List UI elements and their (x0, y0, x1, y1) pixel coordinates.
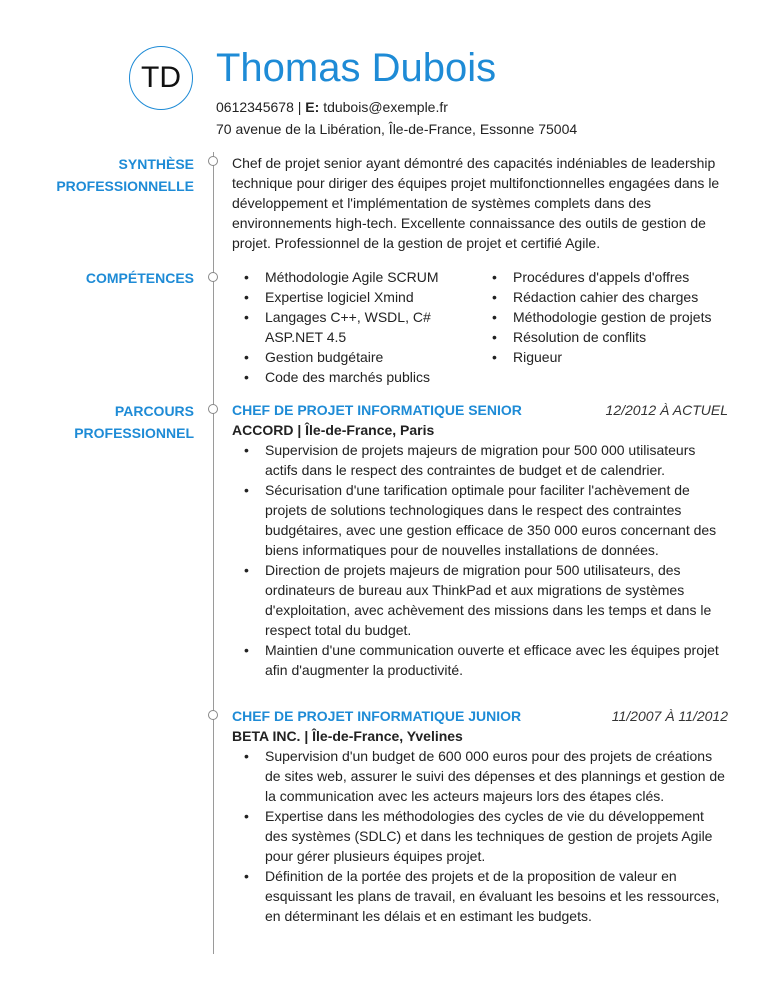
job-bullet: • Sécurisation d'une tarification optimale pour faciliter l'achèvement de projets de solutions technologiques dans le respect des contraintes budgétaires, avec une gestion efficace de 350 000 euros concernant des biens informatiques pour de nouvelles installations de données. (232, 480, 728, 560)
skills-column-right (480, 267, 728, 387)
skill-item: • Rédaction cahier des charges (480, 287, 728, 307)
summary-title-line1: SYNTHÈSE (118, 156, 194, 172)
skill-item: • Méthodologie gestion de projets (480, 307, 728, 327)
timeline-node-job1 (208, 404, 218, 414)
skill-item: • Méthodologie Agile SCRUM (232, 267, 480, 287)
timeline-node-summary (208, 156, 218, 166)
address: 70 avenue de la Libération, Île-de-France, Essonne 75004 (216, 121, 578, 137)
monogram-circle (129, 46, 193, 110)
email-label: E: (305, 99, 320, 115)
skills-section-title: COMPÉTENCES (85, 270, 194, 286)
summary-text: Chef de projet senior ayant démontré des capacités indéniables de leadership technique pour diriger des équipes projet multifonctionnelles engagées dans le développement et l'implémentation de systèmes complets dans des environnements high-tech. Excellente connaissance des outils de gestion de projet. Professionnel de la gestion de projet et certifié Agile. (232, 155, 720, 251)
job-entry (232, 706, 728, 926)
timeline-node-skills (208, 272, 218, 282)
skill-item: • Langages C++, WSDL, C# ASP.NET 4.5 (232, 307, 440, 347)
job-bullets (232, 440, 728, 680)
experience-title-line2: PROFESSIONNEL (74, 425, 194, 441)
skills-list (232, 267, 728, 387)
skill-item: • Code des marchés publics (232, 367, 480, 387)
job-title: CHEF DE PROJET INFORMATIQUE JUNIOR (232, 708, 522, 724)
summary-title-line2: PROFESSIONNELLE (56, 178, 194, 194)
job-dates: 12/2012 À ACTUEL (605, 402, 728, 418)
job-bullet: • Supervision de projets majeurs de migration pour 500 000 utilisateurs actifs dans le respect des contraintes de budget et de calendrier. (232, 440, 728, 480)
job-bullet: • Supervision d'un budget de 600 000 euros pour des projets de créations de sites web, assurer le suivi des dépenses et des plannings et gestion de la communication avec les acteurs majeurs lors des étapes clés. (232, 746, 728, 806)
job-bullet: • Direction de projets majeurs de migration pour 500 utilisateurs, des ordinateurs de bureau aux ThinkPad et aux migrations de systèmes d'exploitation, avec achèvement des missions dans les temps et dans le respect total du budget. (232, 560, 728, 640)
timeline-node-job2 (208, 710, 218, 720)
skill-item: • Résolution de conflits (480, 327, 728, 347)
contact-block (216, 96, 577, 140)
contact-line: 0612345678 | E: tdubois@exemple.fr (216, 99, 448, 115)
phone: 0612345678 (216, 99, 294, 115)
experience-section-title (74, 400, 194, 444)
skills-column-left (232, 267, 480, 387)
job-header (232, 706, 728, 726)
email: tdubois@exemple.fr (323, 99, 448, 115)
job-bullet: • Expertise dans les méthodologies des cycles de vie du développement des systèmes (SDLC) et dans les techniques de gestion de projets Agile pour gérer plusieurs équipes projet. (232, 806, 728, 866)
skill-item: • Rigueur (480, 347, 728, 367)
candidate-name: Thomas Dubois (216, 46, 497, 90)
job-header (232, 400, 728, 420)
job-title: CHEF DE PROJET INFORMATIQUE SENIOR (232, 402, 522, 418)
job-bullet: • Définition de la portée des projets et de la proposition de valeur en esquissant les plans de travail, en évaluant les besoins et les ressources, en déterminant les délais et en estimant les budgets. (232, 866, 728, 926)
job-entry (232, 400, 728, 680)
experience-title-line1: PARCOURS (114, 403, 194, 419)
job-bullets (232, 746, 728, 926)
skill-item: • Procédures d'appels d'offres (480, 267, 728, 287)
job-company: BETA INC. | Île-de-France, Yvelines (232, 728, 463, 744)
job-dates: 11/2007 À 11/2012 (611, 708, 728, 724)
initials: TD (141, 61, 181, 94)
skill-item: • Expertise logiciel Xmind (232, 287, 480, 307)
skill-item: • Gestion budgétaire (232, 347, 480, 367)
job-company: ACCORD | Île-de-France, Paris (232, 422, 435, 438)
job-bullet: • Maintien d'une communication ouverte et efficace avec les équipes projet afin d'augmenter la productivité. (232, 640, 728, 680)
summary-section-title (56, 153, 194, 197)
